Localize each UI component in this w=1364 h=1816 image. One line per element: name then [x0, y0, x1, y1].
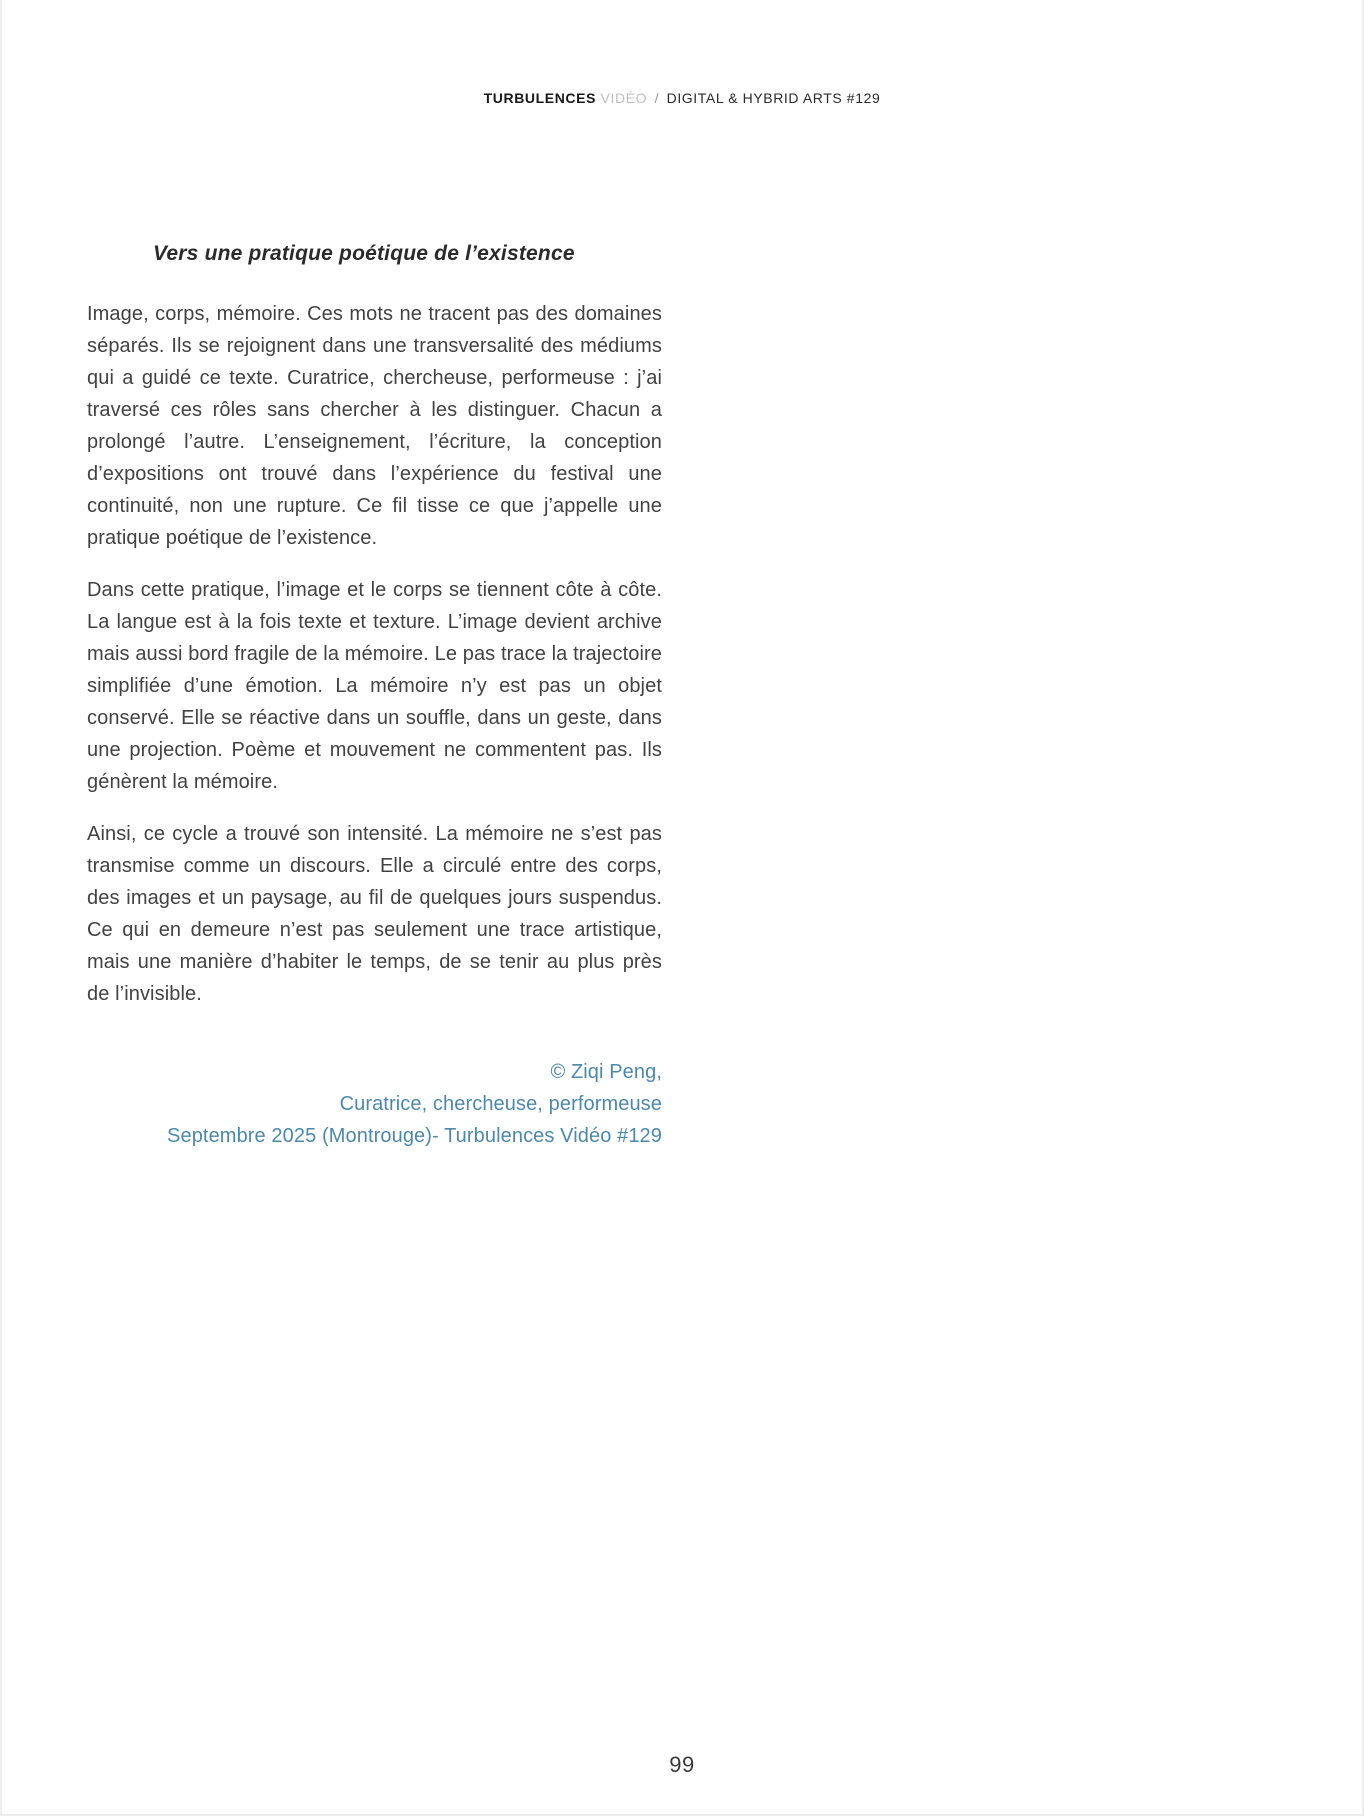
paragraph-2: Dans cette pratique, l’image et le corps se tiennent côte à côte. La langue est à la fois texte et texture. L’image devient archive mais aussi bord fragile de la mémoire. Le pas trace la trajectoire simplifiée d’une émotion. La mémoire n’y est pas un objet conservé. Elle se réactive dans un souffle, dans un geste, dans une projection. Poème et mouvement ne commentent pas. Ils génèrent la mémoire.	[87, 579, 662, 793]
article-body	[87, 242, 662, 1152]
credit-role: Curatrice, chercheuse, performeuse	[339, 1093, 662, 1115]
credit-block	[87, 1056, 662, 1152]
credit-date-publication: Septembre 2025 (Montrouge)- Turbulences Vidéo #129	[167, 1125, 662, 1147]
article-title: Vers une pratique poétique de l’existence	[153, 242, 575, 265]
brand-name-bold: TURBULENCES	[483, 90, 597, 106]
header-separator: /	[654, 90, 660, 106]
issue-title: DIGITAL & HYBRID ARTS #129	[666, 90, 881, 106]
running-header	[2, 90, 1362, 106]
page-number: 99	[669, 1752, 695, 1777]
paragraph-3: Ainsi, ce cycle a trouvé son intensité. La mémoire ne s’est pas transmise comme un discours. Elle a circulé entre des corps, des images et un paysage, au fil de quelques jours suspendus. Ce qui en demeure n’est pas seulement une trace artistique, mais une manière d’habiter le temps, de se tenir au plus près de l’invisible.	[87, 823, 662, 1005]
brand-name-light: VIDÉO	[600, 90, 648, 106]
credit-author: © Ziqi Peng,	[550, 1061, 662, 1083]
paragraph-1: Image, corps, mémoire. Ces mots ne tracent pas des domaines séparés. Ils se rejoignent dans une transversalité des médiums qui a guidé ce texte. Curatrice, chercheuse, performeuse : j’ai traversé ces rôles sans chercher à les distinguer. Chacun a prolongé l’autre. L’enseignement, l’écriture, la conception d’expositions ont trouvé dans l’expérience du festival une continuité, non une rupture. Ce fil tisse ce que j’appelle une pratique poétique de l’existence.	[87, 303, 662, 549]
